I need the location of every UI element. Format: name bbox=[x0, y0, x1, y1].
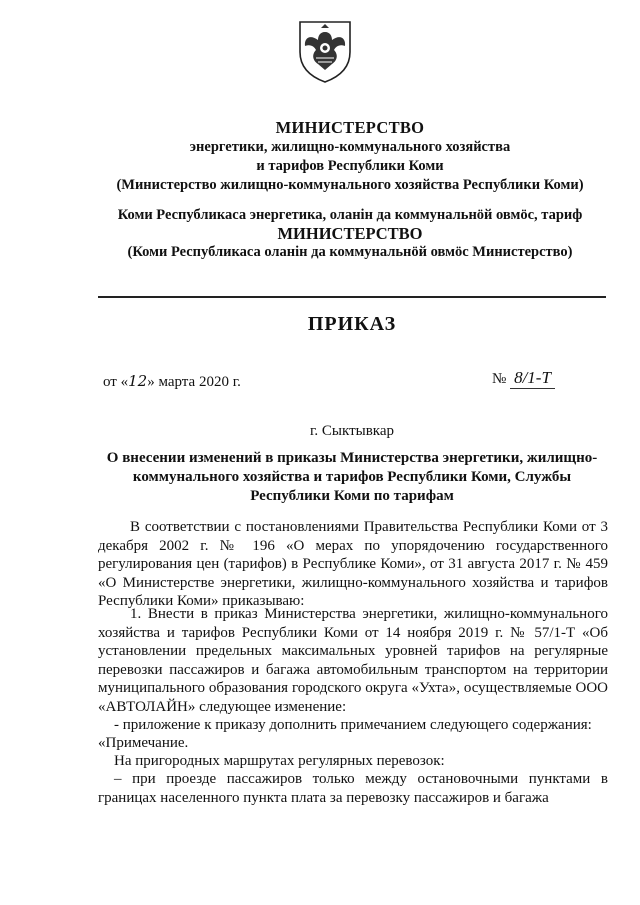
order-number bbox=[492, 368, 555, 389]
order-subject: О внесении изменений в приказы Министерства энергетики, жилищно-коммунального хозяйства и тарифов Республики Коми, Службы Республики Коми по тарифам bbox=[106, 450, 598, 504]
number-value-handwritten: 8/1-Т bbox=[510, 368, 555, 389]
body-paragraph-4: «Примечание. bbox=[98, 735, 189, 751]
order-city: г. Сыктывкар bbox=[309, 423, 395, 439]
body-paragraph-6: – при проезде пассажиров только между остановочными пунктами в границах населенного пункта плата за перевозку пассажиров и багажа bbox=[98, 771, 608, 806]
ministry-short-name: (Министерство жилищно-коммунального хозяйства Республики Коми) bbox=[116, 177, 584, 193]
body-paragraph-3: - приложение к приказу дополнить примечанием следующего содержания: bbox=[114, 717, 592, 733]
ministry-name-line2: и тарифов Республики Коми bbox=[256, 158, 444, 174]
date-prefix: от « bbox=[103, 374, 129, 390]
body-paragraph-5: На пригородных маршрутах регулярных перевозок: bbox=[114, 753, 445, 769]
ministry-komi-line1: Коми Республикаса энергетика, оланiн да коммунальнӧй овмӧс, тариф bbox=[117, 207, 583, 223]
number-label: № bbox=[492, 371, 507, 387]
body-paragraph-1: В соответствии с постановлениями Правительства Республики Коми от 3 декабря 2002 г. № 196 «О мерах по упорядочению государственного регулирования цен (тарифов) в Республике Коми», от 31 августа 2017 г. № 459 «О Министерстве энергетики, жилищно-коммунального хозяйства и тарифов Республики Коми» приказываю: bbox=[98, 519, 608, 609]
date-day-handwritten: 12 bbox=[128, 372, 148, 390]
body-paragraph-2: 1. Внести в приказ Министерства энергетики, жилищно-коммунального хозяйства и тарифов Республики Коми от 14 ноября 2019 г. № 57/1-Т «Об установлении предельных максимальных уровней тарифов на регулярные перевозки пассажиров и багажа автомобильным транспортом на территории муниципального образования городского округа «Ухта», осуществляемые ООО «АВТОЛАЙН» следующее изменение: bbox=[98, 606, 608, 715]
ministry-komi-line2: (Коми Республикаса оланiн да коммунальнӧй овмӧс Министерство) bbox=[127, 244, 573, 260]
ministry-komi-title: МИНИСТЕРСТВО bbox=[277, 224, 423, 243]
ministry-name-line1: энергетики, жилищно-коммунального хозяйства bbox=[189, 139, 511, 155]
order-title: ПРИКАЗ bbox=[307, 313, 397, 335]
ministry-title: МИНИСТЕРСТВО bbox=[275, 118, 425, 137]
date-suffix: » марта 2020 г. bbox=[147, 374, 241, 390]
komi-coat-of-arms-icon bbox=[296, 18, 354, 84]
order-date bbox=[103, 372, 241, 391]
header-divider bbox=[98, 296, 606, 298]
